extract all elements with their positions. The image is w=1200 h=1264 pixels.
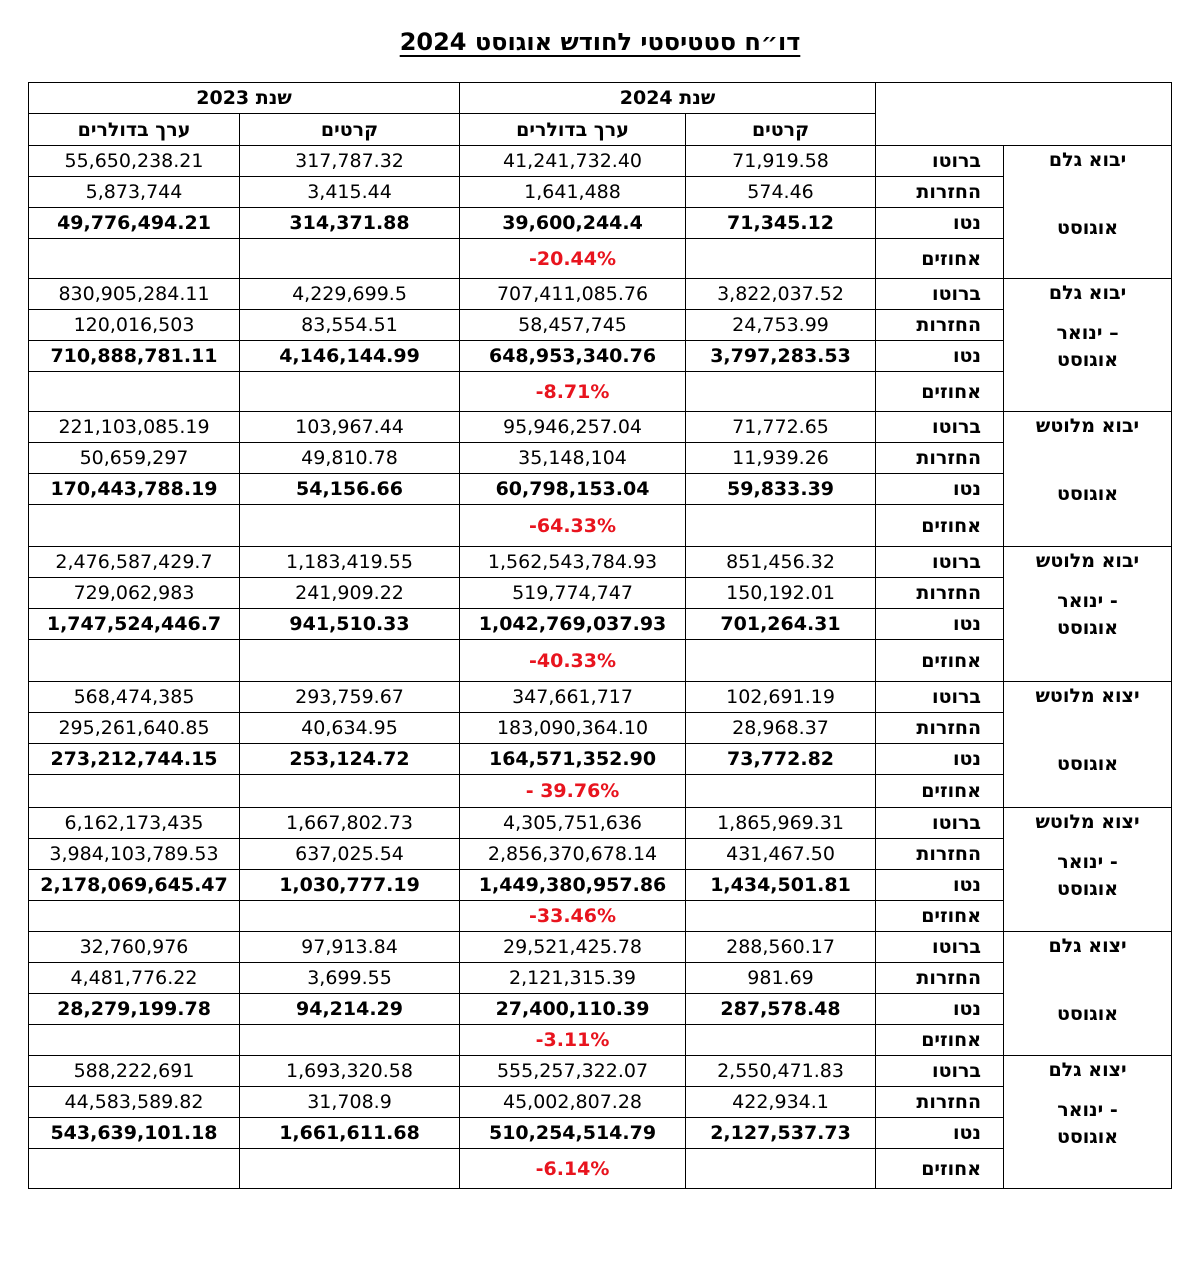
value-usd-2023-cell: 170,443,788.19 — [29, 474, 240, 505]
category-period-range: ינואר - — [1057, 1098, 1118, 1121]
table-row — [29, 870, 1172, 901]
carats-2023-cell: 1,183,419.55 — [240, 547, 460, 578]
value-usd-2024-header: ערך בדולרים — [460, 114, 686, 146]
table-row — [29, 963, 1172, 994]
carats-2024-cell: 981.69 — [686, 963, 876, 994]
value-usd-2024-cell: 41,241,732.40 — [460, 146, 686, 177]
value-usd-2024-cell: 2,121,315.39 — [460, 963, 686, 994]
value-usd-2023-cell: 3,984,103,789.53 — [29, 839, 240, 870]
row-label-net: נטו — [876, 870, 1004, 901]
row-label-percent: אחוזים — [876, 505, 1004, 547]
row-label-returns: החזרות — [876, 963, 1004, 994]
percent-row — [29, 239, 1172, 279]
percent-row — [29, 1025, 1172, 1056]
carats-2024-cell: 422,934.1 — [686, 1087, 876, 1118]
value-usd-2024-cell: 29,521,425.78 — [460, 932, 686, 963]
percent-change-cell: - 39.76% — [460, 775, 686, 808]
empty-cell — [240, 372, 460, 412]
category-cell — [1004, 279, 1172, 412]
table-row — [29, 1056, 1172, 1087]
empty-cell — [686, 239, 876, 279]
carats-2024-cell: 11,939.26 — [686, 443, 876, 474]
percent-change-cell: -20.44% — [460, 239, 686, 279]
carats-2024-cell: 851,456.32 — [686, 547, 876, 578]
row-label-gross: ברוטו — [876, 808, 1004, 839]
value-usd-2023-cell: 2,178,069,645.47 — [29, 870, 240, 901]
report-title-text: דו״ח סטטיסטי לחודש אוגוסט 2024 — [399, 28, 801, 56]
carats-2024-cell: 59,833.39 — [686, 474, 876, 505]
value-usd-2024-cell: 707,411,085.76 — [460, 279, 686, 310]
empty-cell — [240, 640, 460, 682]
category-cell — [1004, 146, 1172, 279]
value-usd-2023-cell: 4,481,776.22 — [29, 963, 240, 994]
year-2024-header: שנת 2024 — [460, 83, 876, 114]
empty-cell — [240, 1025, 460, 1056]
table-row — [29, 994, 1172, 1025]
category-cell — [1004, 932, 1172, 1056]
carats-2024-cell: 287,578.48 — [686, 994, 876, 1025]
empty-cell — [29, 1025, 240, 1056]
carats-2024-cell: 102,691.19 — [686, 682, 876, 713]
percent-change-cell: -8.71% — [460, 372, 686, 412]
empty-cell — [29, 372, 240, 412]
row-label-net: נטו — [876, 609, 1004, 640]
empty-cell — [240, 775, 460, 808]
category-cell — [1004, 547, 1172, 682]
empty-cell — [29, 505, 240, 547]
value-usd-2024-cell: 519,774,747 — [460, 578, 686, 609]
table-row — [29, 1118, 1172, 1149]
row-label-gross: ברוטו — [876, 279, 1004, 310]
table-row — [29, 547, 1172, 578]
carats-2024-cell: 28,968.37 — [686, 713, 876, 744]
table-row — [29, 412, 1172, 443]
row-label-percent: אחוזים — [876, 901, 1004, 932]
value-usd-2023-cell: 50,659,297 — [29, 443, 240, 474]
row-label-percent: אחוזים — [876, 1025, 1004, 1056]
carats-2024-cell: 71,772.65 — [686, 412, 876, 443]
value-usd-2024-cell: 1,641,488 — [460, 177, 686, 208]
percent-change-cell: -33.46% — [460, 901, 686, 932]
category-name: יבוא מלוטש — [1035, 550, 1140, 572]
value-usd-2024-cell: 35,148,104 — [460, 443, 686, 474]
carats-2023-cell: 40,634.95 — [240, 713, 460, 744]
carats-2024-cell: 431,467.50 — [686, 839, 876, 870]
value-usd-2024-cell: 347,661,717 — [460, 682, 686, 713]
value-usd-2023-cell: 120,016,503 — [29, 310, 240, 341]
carats-2023-cell: 1,661,611.68 — [240, 1118, 460, 1149]
value-usd-2023-cell: 568,474,385 — [29, 682, 240, 713]
value-usd-2024-cell: 45,002,807.28 — [460, 1087, 686, 1118]
value-usd-2024-cell: 164,571,352.90 — [460, 744, 686, 775]
value-usd-2023-cell: 28,279,199.78 — [29, 994, 240, 1025]
table-row — [29, 341, 1172, 372]
table-row — [29, 208, 1172, 239]
carats-2023-cell: 1,693,320.58 — [240, 1056, 460, 1087]
row-label-returns: החזרות — [876, 713, 1004, 744]
carats-2023-cell: 54,156.66 — [240, 474, 460, 505]
value-usd-2024-cell: 4,305,751,636 — [460, 808, 686, 839]
report-title — [0, 28, 1200, 56]
empty-cell — [240, 239, 460, 279]
empty-cell — [240, 901, 460, 932]
row-label-gross: ברוטו — [876, 932, 1004, 963]
percent-row — [29, 775, 1172, 808]
empty-cell — [29, 1149, 240, 1189]
row-label-returns: החזרות — [876, 578, 1004, 609]
category-period-range: ינואר – — [1056, 321, 1119, 344]
carats-2023-cell: 253,124.72 — [240, 744, 460, 775]
value-usd-2023-cell: 5,873,744 — [29, 177, 240, 208]
carats-2023-cell: 314,371.88 — [240, 208, 460, 239]
carats-2024-cell: 24,753.99 — [686, 310, 876, 341]
category-cell — [1004, 682, 1172, 808]
carats-2023-cell: 317,787.32 — [240, 146, 460, 177]
row-label-gross: ברוטו — [876, 547, 1004, 578]
percent-change-cell: -40.33% — [460, 640, 686, 682]
row-label-returns: החזרות — [876, 443, 1004, 474]
percent-row — [29, 901, 1172, 932]
carats-2023-cell: 97,913.84 — [240, 932, 460, 963]
category-period-range: ינואר - — [1057, 850, 1118, 873]
carats-2023-cell: 241,909.22 — [240, 578, 460, 609]
table-row — [29, 443, 1172, 474]
header-row-years — [29, 83, 1172, 114]
carats-2023-cell: 1,667,802.73 — [240, 808, 460, 839]
row-label-percent: אחוזים — [876, 640, 1004, 682]
statistics-table — [28, 82, 1172, 1189]
table-row — [29, 1087, 1172, 1118]
table-row — [29, 808, 1172, 839]
value-usd-2024-cell: 39,600,244.4 — [460, 208, 686, 239]
table-row — [29, 932, 1172, 963]
percent-change-cell: -64.33% — [460, 505, 686, 547]
carats-2023-header: קרטים — [240, 114, 460, 146]
value-usd-2024-cell: 183,090,364.10 — [460, 713, 686, 744]
value-usd-2023-cell: 55,650,238.21 — [29, 146, 240, 177]
table-row — [29, 744, 1172, 775]
row-label-percent: אחוזים — [876, 775, 1004, 808]
carats-2024-cell: 71,919.58 — [686, 146, 876, 177]
row-label-percent: אחוזים — [876, 1149, 1004, 1189]
value-usd-2023-cell: 588,222,691 — [29, 1056, 240, 1087]
carats-2023-cell: 49,810.78 — [240, 443, 460, 474]
table-row — [29, 609, 1172, 640]
carats-2024-cell: 288,560.17 — [686, 932, 876, 963]
category-name: יצוא מלוטש — [1035, 811, 1140, 833]
value-usd-2024-cell: 1,042,769,037.93 — [460, 609, 686, 640]
carats-2024-header: קרטים — [686, 114, 876, 146]
carats-2024-cell: 2,550,471.83 — [686, 1056, 876, 1087]
category-cell — [1004, 412, 1172, 547]
carats-2023-cell: 4,229,699.5 — [240, 279, 460, 310]
carats-2024-cell: 150,192.01 — [686, 578, 876, 609]
category-period-month: אוגוסט — [1056, 752, 1119, 775]
category-period-month: אוגוסט — [1056, 482, 1119, 505]
row-label-returns: החזרות — [876, 1087, 1004, 1118]
percent-change-cell: -3.11% — [460, 1025, 686, 1056]
carats-2024-cell: 574.46 — [686, 177, 876, 208]
value-usd-2023-cell: 830,905,284.11 — [29, 279, 240, 310]
empty-cell — [240, 505, 460, 547]
value-usd-2023-cell: 295,261,640.85 — [29, 713, 240, 744]
carats-2023-cell: 941,510.33 — [240, 609, 460, 640]
row-label-returns: החזרות — [876, 177, 1004, 208]
empty-cell — [686, 901, 876, 932]
table-row — [29, 713, 1172, 744]
row-label-gross: ברוטו — [876, 146, 1004, 177]
percent-row — [29, 372, 1172, 412]
empty-cell — [686, 1025, 876, 1056]
empty-cell — [29, 640, 240, 682]
category-period-range: ינואר - — [1057, 589, 1118, 612]
value-usd-2024-cell: 95,946,257.04 — [460, 412, 686, 443]
carats-2024-cell: 701,264.31 — [686, 609, 876, 640]
category-period-month: אוגוסט — [1056, 617, 1119, 640]
year-2023-header: שנת 2023 — [29, 83, 460, 114]
row-label-net: נטו — [876, 994, 1004, 1025]
category-name: יבוא מלוטש — [1035, 415, 1140, 437]
value-usd-2024-cell: 648,953,340.76 — [460, 341, 686, 372]
empty-cell — [240, 1149, 460, 1189]
row-label-net: נטו — [876, 474, 1004, 505]
value-usd-2023-cell: 1,747,524,446.7 — [29, 609, 240, 640]
carats-2024-cell: 1,865,969.31 — [686, 808, 876, 839]
table-row — [29, 682, 1172, 713]
value-usd-2023-cell: 273,212,744.15 — [29, 744, 240, 775]
category-period-month: אוגוסט — [1056, 349, 1119, 372]
row-label-net: נטו — [876, 1118, 1004, 1149]
carats-2024-cell: 1,434,501.81 — [686, 870, 876, 901]
carats-2023-cell: 103,967.44 — [240, 412, 460, 443]
row-label-returns: החזרות — [876, 310, 1004, 341]
row-label-net: נטו — [876, 744, 1004, 775]
row-label-percent: אחוזים — [876, 372, 1004, 412]
table-row — [29, 310, 1172, 341]
carats-2023-cell: 31,708.9 — [240, 1087, 460, 1118]
value-usd-2023-cell: 221,103,085.19 — [29, 412, 240, 443]
table-row — [29, 177, 1172, 208]
carats-2023-cell: 637,025.54 — [240, 839, 460, 870]
value-usd-2024-cell: 1,562,543,784.93 — [460, 547, 686, 578]
carats-2024-cell: 71,345.12 — [686, 208, 876, 239]
value-usd-2024-cell: 555,257,322.07 — [460, 1056, 686, 1087]
category-period-month: אוגוסט — [1056, 878, 1119, 901]
row-label-net: נטו — [876, 208, 1004, 239]
category-period-month: אוגוסט — [1056, 1002, 1119, 1025]
value-usd-2024-cell: 60,798,153.04 — [460, 474, 686, 505]
category-period-range — [1004, 453, 1171, 481]
carats-2024-cell: 3,822,037.52 — [686, 279, 876, 310]
empty-cell — [686, 1149, 876, 1189]
percent-change-cell: -6.14% — [460, 1149, 686, 1189]
category-cell — [1004, 1056, 1172, 1189]
value-usd-2023-header: ערך בדולרים — [29, 114, 240, 146]
category-period-range — [1004, 187, 1171, 215]
value-usd-2023-cell: 32,760,976 — [29, 932, 240, 963]
value-usd-2023-cell: 6,162,173,435 — [29, 808, 240, 839]
value-usd-2024-cell: 58,457,745 — [460, 310, 686, 341]
value-usd-2023-cell: 710,888,781.11 — [29, 341, 240, 372]
carats-2023-cell: 293,759.67 — [240, 682, 460, 713]
category-name: יצוא גלם — [1048, 1059, 1127, 1081]
category-name: יצוא גלם — [1048, 935, 1127, 957]
value-usd-2024-cell: 510,254,514.79 — [460, 1118, 686, 1149]
row-label-gross: ברוטו — [876, 1056, 1004, 1087]
row-label-percent: אחוזים — [876, 239, 1004, 279]
carats-2024-cell: 3,797,283.53 — [686, 341, 876, 372]
empty-cell — [686, 640, 876, 682]
value-usd-2024-cell: 2,856,370,678.14 — [460, 839, 686, 870]
value-usd-2023-cell: 44,583,589.82 — [29, 1087, 240, 1118]
table-row — [29, 578, 1172, 609]
category-cell — [1004, 808, 1172, 932]
table-row — [29, 279, 1172, 310]
percent-row — [29, 640, 1172, 682]
empty-cell — [29, 775, 240, 808]
carats-2024-cell: 73,772.82 — [686, 744, 876, 775]
value-usd-2023-cell: 2,476,587,429.7 — [29, 547, 240, 578]
category-name: יבוא גלם — [1048, 149, 1127, 171]
carats-2023-cell: 3,699.55 — [240, 963, 460, 994]
empty-cell — [686, 775, 876, 808]
category-period-month: אוגוסט — [1056, 1126, 1119, 1149]
table-row — [29, 146, 1172, 177]
percent-row — [29, 1149, 1172, 1189]
percent-row — [29, 505, 1172, 547]
carats-2023-cell: 83,554.51 — [240, 310, 460, 341]
category-period-range — [1004, 973, 1171, 1001]
carats-2023-cell: 4,146,144.99 — [240, 341, 460, 372]
category-period-month: אוגוסט — [1056, 216, 1119, 239]
empty-cell — [686, 505, 876, 547]
category-period-range — [1004, 723, 1171, 751]
value-usd-2024-cell: 1,449,380,957.86 — [460, 870, 686, 901]
value-usd-2023-cell: 49,776,494.21 — [29, 208, 240, 239]
carats-2023-cell: 3,415.44 — [240, 177, 460, 208]
value-usd-2023-cell: 729,062,983 — [29, 578, 240, 609]
category-name: יצוא מלוטש — [1035, 685, 1140, 707]
value-usd-2024-cell: 27,400,110.39 — [460, 994, 686, 1025]
carats-2023-cell: 1,030,777.19 — [240, 870, 460, 901]
row-label-net: נטו — [876, 341, 1004, 372]
value-usd-2023-cell: 543,639,101.18 — [29, 1118, 240, 1149]
carats-2023-cell: 94,214.29 — [240, 994, 460, 1025]
table-row — [29, 839, 1172, 870]
empty-cell — [29, 901, 240, 932]
row-label-gross: ברוטו — [876, 682, 1004, 713]
row-label-returns: החזרות — [876, 839, 1004, 870]
table-row — [29, 474, 1172, 505]
empty-cell — [29, 239, 240, 279]
empty-cell — [686, 372, 876, 412]
corner-cell — [876, 83, 1172, 146]
carats-2024-cell: 2,127,537.73 — [686, 1118, 876, 1149]
row-label-gross: ברוטו — [876, 412, 1004, 443]
category-name: יבוא גלם — [1048, 282, 1127, 304]
